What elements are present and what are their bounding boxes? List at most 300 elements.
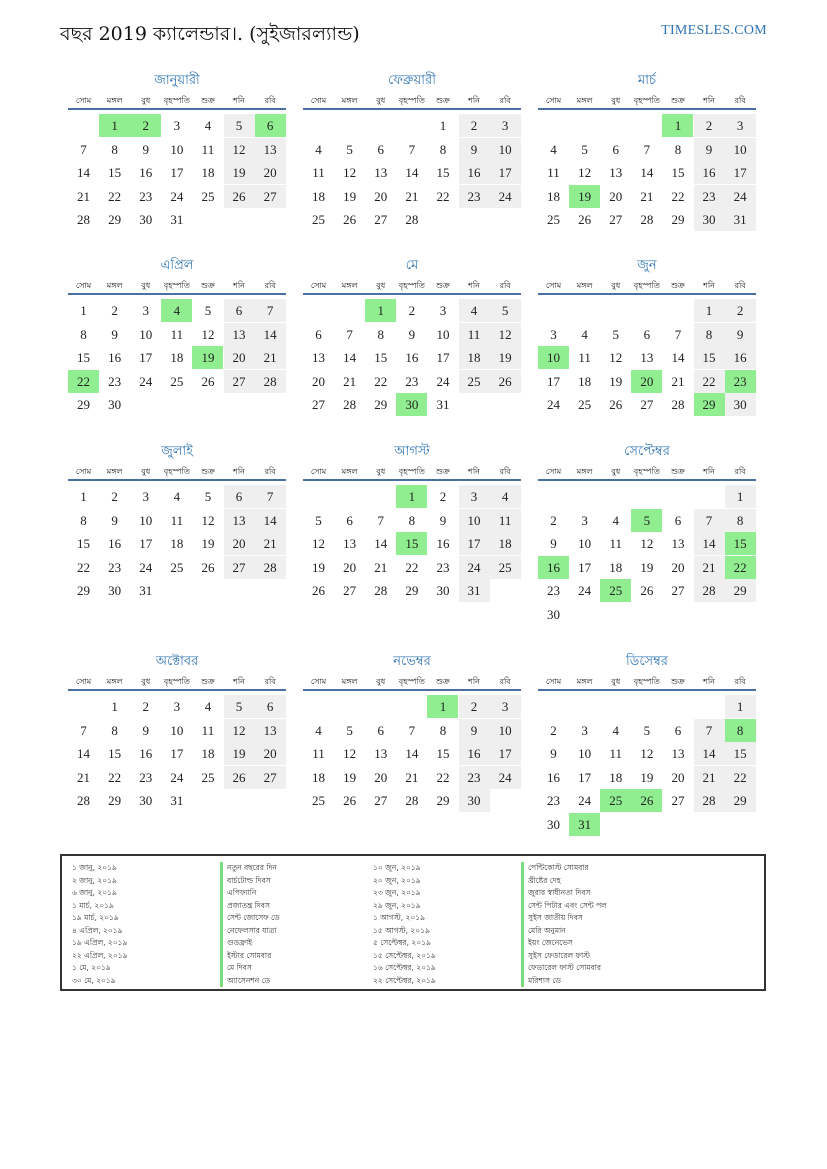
day-cell: 20 — [224, 346, 255, 369]
day-cell: 26 — [490, 370, 521, 393]
holiday-day-cell: 29 — [694, 393, 725, 416]
holiday-day-cell: 22 — [725, 556, 756, 579]
day-cell: 11 — [201, 722, 215, 738]
day-cell: 29 — [77, 583, 91, 598]
day-cell: 9 — [459, 719, 490, 742]
holiday-day-cell: 15 — [396, 532, 427, 555]
day-cell: 13 — [640, 350, 654, 365]
day-cell: 13 — [343, 536, 357, 551]
day-cell: 16 — [108, 350, 122, 365]
day-cell: 22 — [671, 188, 685, 204]
weekday-label: মঙ্গল — [576, 281, 593, 290]
day-cell: 12 — [201, 512, 215, 528]
weekday-label: রবি — [499, 281, 511, 290]
day-cell: 28 — [77, 793, 91, 808]
holiday-name: সেন্ট জোসেফ ডে — [220, 912, 280, 925]
day-cell: 23 — [436, 559, 450, 575]
day-cell: 10 — [170, 141, 184, 157]
holiday-day-cell: 10 — [538, 346, 569, 369]
day-cell: 29 — [108, 212, 122, 227]
day-cell: 9 — [694, 138, 725, 161]
day-cell: 24 — [547, 397, 561, 412]
weekday-label: শুক্র — [436, 677, 450, 686]
weekday-label: শনি — [233, 96, 245, 105]
weekday-label: শুক্র — [436, 281, 450, 290]
day-cell: 21 — [255, 346, 286, 369]
day-cell: 10 — [139, 512, 153, 528]
holiday-date: ৫ সেপ্টেম্বর, ২০১৯ — [373, 938, 431, 947]
weekday-label: শনি — [233, 281, 245, 290]
day-cell: 6 — [377, 722, 384, 738]
day-cell: 7 — [377, 512, 384, 528]
holiday-day-cell: 5 — [631, 509, 662, 532]
weekday-label: শনি — [703, 677, 715, 686]
day-cell: 15 — [671, 165, 685, 180]
day-cell: 1 — [80, 489, 87, 504]
holiday-day-cell: 31 — [569, 813, 600, 836]
day-cell: 3 — [550, 326, 557, 342]
day-cell: 19 — [224, 161, 255, 184]
day-cell: 19 — [312, 559, 326, 575]
weekday-label: বৃহস্পতি — [633, 467, 660, 476]
day-cell: 4 — [612, 722, 619, 738]
day-cell: 20 — [255, 742, 286, 765]
holiday-day-cell: 6 — [255, 114, 286, 137]
day-grid — [538, 691, 756, 831]
day-grid — [68, 295, 286, 435]
day-cell: 12 — [343, 746, 357, 761]
month-calendar — [68, 258, 286, 435]
month-name: জুন — [637, 258, 657, 273]
weekday-label: বুধ — [611, 677, 621, 686]
day-cell: 16 — [139, 746, 153, 761]
site-link[interactable]: TIMESLES.COM — [661, 23, 767, 38]
weekday-label: বৃহস্পতি — [633, 96, 660, 105]
day-cell: 13 — [374, 746, 388, 761]
day-cell: 5 — [490, 299, 521, 322]
weekday-label: মঙ্গল — [341, 677, 358, 686]
day-grid — [303, 691, 521, 831]
day-cell: 4 — [315, 141, 322, 157]
day-cell: 21 — [255, 532, 286, 555]
weekday-label: রবি — [734, 467, 746, 476]
day-cell: 20 — [671, 769, 685, 785]
weekday-label: বৃহস্পতি — [633, 677, 660, 686]
day-cell: 12 — [609, 350, 623, 365]
weekday-label: বুধ — [376, 96, 386, 105]
day-cell: 6 — [346, 512, 353, 528]
weekday-header — [68, 670, 286, 691]
day-cell: 12 — [201, 326, 215, 342]
weekday-label: মঙ্গল — [341, 96, 358, 105]
day-cell: 5 — [581, 141, 588, 157]
day-cell: 8 — [80, 512, 87, 528]
day-cell: 7 — [80, 141, 87, 157]
day-cell: 8 — [408, 512, 416, 528]
holiday-name: খ্রীষ্টের দেহ — [521, 875, 561, 888]
day-cell: 5 — [204, 489, 212, 504]
day-cell: 8 — [694, 323, 725, 346]
weekday-label: শুক্র — [201, 281, 215, 290]
day-cell: 30 — [108, 397, 122, 412]
day-cell: 21 — [671, 373, 685, 389]
holiday-date: ২৩ জুন, ২০১৯ — [373, 888, 421, 897]
day-cell: 8 — [439, 722, 447, 738]
holiday-day-cell: 20 — [631, 370, 662, 393]
weekday-header — [68, 274, 286, 295]
weekday-label: সোম — [310, 677, 327, 686]
month-name: অক্টোবর — [155, 654, 199, 669]
day-cell: 29 — [725, 579, 756, 602]
day-cell: 2 — [694, 114, 725, 137]
day-cell: 25 — [312, 212, 326, 227]
day-cell: 18 — [459, 346, 490, 369]
weekday-label: বৃহস্পতি — [398, 467, 425, 476]
day-cell: 11 — [547, 165, 560, 180]
day-cell: 27 — [255, 185, 286, 208]
day-cell: 18 — [312, 188, 326, 204]
day-cell: 3 — [173, 118, 181, 133]
day-cell: 14 — [255, 323, 286, 346]
day-cell: 13 — [224, 323, 255, 346]
holiday-name: নেফেলসার যাত্রা — [220, 925, 276, 938]
day-cell: 8 — [439, 141, 447, 157]
day-cell: 28 — [405, 212, 419, 227]
weekday-label: বুধ — [376, 281, 386, 290]
day-cell: 23 — [139, 188, 153, 204]
weekday-header — [303, 460, 521, 481]
day-cell: 2 — [459, 114, 490, 137]
holiday-date: ২৯ জুন, ২০১৯ — [373, 900, 421, 910]
day-cell: 15 — [374, 350, 388, 365]
day-cell: 24 — [490, 185, 521, 208]
day-cell: 27 — [343, 583, 357, 598]
weekday-label: সোম — [310, 467, 327, 476]
page-title: বছর 2019 ক্যালেন্ডার।. (সুইজারল্যান্ড) — [60, 23, 360, 45]
day-cell: 5 — [315, 512, 322, 528]
weekday-label: বুধ — [141, 96, 151, 105]
holiday-date: ১৬ সেপ্টেম্বর, ২০১৯ — [373, 963, 436, 972]
day-cell: 3 — [439, 303, 447, 318]
day-cell: 15 — [77, 350, 91, 365]
day-cell: 6 — [674, 722, 682, 738]
day-cell: 10 — [725, 138, 756, 161]
day-cell: 30 — [725, 393, 756, 416]
holiday-name: ইস্টার সোমবার — [220, 950, 271, 963]
day-cell: 24 — [578, 583, 592, 598]
day-cell: 8 — [80, 326, 87, 342]
day-cell: 7 — [255, 299, 286, 322]
weekday-label: রবি — [499, 467, 511, 476]
day-cell: 20 — [374, 188, 388, 204]
day-cell: 24 — [459, 556, 490, 579]
day-cell: 9 — [142, 722, 149, 738]
day-cell: 3 — [142, 489, 149, 504]
day-cell: 7 — [80, 722, 87, 738]
day-cell: 24 — [170, 769, 184, 785]
day-cell: 19 — [640, 769, 654, 785]
day-cell: 11 — [459, 323, 490, 346]
holiday-day-cell: 1 — [365, 299, 396, 322]
day-cell: 22 — [725, 766, 756, 789]
day-cell: 19 — [343, 188, 357, 204]
day-cell: 22 — [108, 769, 122, 785]
day-cell: 12 — [640, 536, 654, 551]
weekday-label: বুধ — [611, 467, 621, 476]
day-cell: 11 — [609, 746, 622, 761]
day-cell: 1 — [725, 695, 756, 718]
weekday-label: বুধ — [376, 467, 386, 476]
weekday-label: শুক্র — [436, 467, 450, 476]
weekday-label: শুক্র — [671, 467, 685, 476]
month-name: ফেব্রুয়ারী — [388, 73, 436, 88]
day-cell: 22 — [405, 559, 419, 575]
weekday-label: শনি — [468, 281, 480, 290]
day-cell: 12 — [224, 138, 255, 161]
day-cell: 9 — [439, 512, 447, 528]
day-cell: 5 — [224, 114, 255, 137]
month-name: এপ্রিল — [160, 258, 194, 273]
day-cell: 23 — [547, 793, 561, 808]
day-cell: 25 — [201, 188, 215, 204]
day-cell: 27 — [671, 583, 685, 598]
weekday-label: সোম — [545, 281, 562, 290]
weekday-label: সোম — [75, 281, 92, 290]
day-cell: 4 — [459, 299, 490, 322]
holiday-day-cell: 22 — [68, 370, 99, 393]
day-cell: 13 — [255, 719, 286, 742]
weekday-label: বুধ — [611, 96, 621, 105]
holiday-day-cell: 23 — [725, 370, 756, 393]
day-cell: 22 — [436, 188, 450, 204]
day-cell: 16 — [694, 161, 725, 184]
weekday-label: রবি — [264, 677, 276, 686]
day-cell: 23 — [547, 583, 561, 598]
weekday-label: বৃহস্পতি — [398, 677, 425, 686]
day-cell: 15 — [108, 165, 122, 180]
day-cell: 17 — [170, 746, 184, 761]
day-cell: 27 — [609, 212, 623, 227]
day-cell: 23 — [405, 373, 419, 389]
day-cell: 30 — [459, 789, 490, 812]
day-cell: 18 — [201, 746, 215, 761]
weekday-label: শনি — [703, 467, 715, 476]
day-cell: 24 — [725, 185, 756, 208]
weekday-label: সোম — [75, 467, 92, 476]
day-cell: 14 — [405, 165, 419, 180]
day-cell: 4 — [315, 722, 322, 738]
day-cell: 19 — [343, 769, 357, 785]
day-cell: 15 — [108, 746, 122, 761]
day-cell: 17 — [139, 350, 153, 365]
weekday-label: সোম — [545, 677, 562, 686]
day-cell: 2 — [111, 489, 118, 504]
day-cell: 21 — [405, 769, 419, 785]
day-cell: 17 — [490, 742, 521, 765]
day-cell: 25 — [547, 212, 561, 227]
day-grid — [303, 481, 521, 621]
day-cell: 2 — [725, 299, 756, 322]
day-cell: 3 — [173, 699, 181, 714]
day-cell: 26 — [343, 212, 357, 227]
day-cell: 28 — [694, 579, 725, 602]
weekday-label: মঙ্গল — [106, 677, 123, 686]
weekday-label: শনি — [468, 96, 480, 105]
day-cell: 25 — [170, 559, 184, 575]
day-cell: 18 — [312, 769, 326, 785]
day-cell: 6 — [612, 141, 619, 157]
day-cell: 18 — [201, 165, 215, 180]
day-cell: 16 — [459, 161, 490, 184]
holiday-date: ৬ জানু, ২০১৯ — [72, 888, 117, 897]
month-calendar — [303, 258, 521, 435]
holiday-date: ১৯ মার্চ, ২০১৯ — [72, 913, 119, 922]
month-calendar — [68, 444, 286, 621]
day-cell: 16 — [725, 346, 756, 369]
holiday-name: সুইস ফেডারেল ফাস্ট — [521, 950, 590, 963]
holiday-name: ইয়ং জেনেভেস — [521, 937, 573, 950]
holiday-day-cell: 25 — [600, 789, 631, 812]
month-name: মে — [405, 258, 419, 273]
day-cell: 2 — [111, 303, 118, 318]
day-cell: 24 — [490, 766, 521, 789]
day-cell: 30 — [139, 212, 153, 227]
day-cell: 5 — [204, 303, 212, 318]
weekday-label: শনি — [468, 467, 480, 476]
day-cell: 26 — [201, 559, 215, 575]
holiday-name: মরিশাস ডে — [521, 975, 561, 988]
weekday-label: বৃহস্পতি — [163, 677, 190, 686]
holiday-date: ১ মে, ২০১৯ — [72, 963, 111, 972]
day-cell: 8 — [111, 141, 118, 157]
day-cell: 14 — [343, 350, 357, 365]
day-cell: 15 — [694, 346, 725, 369]
weekday-label: বুধ — [141, 467, 151, 476]
day-cell: 24 — [170, 188, 184, 204]
day-cell: 15 — [436, 746, 450, 761]
day-cell: 23 — [459, 766, 490, 789]
day-cell: 9 — [111, 512, 118, 528]
day-cell: 22 — [374, 373, 388, 389]
weekday-label: বৃহস্পতি — [163, 96, 190, 105]
day-cell: 1 — [80, 303, 87, 318]
day-cell: 20 — [374, 769, 388, 785]
day-cell: 11 — [201, 141, 215, 157]
day-cell: 30 — [547, 606, 561, 622]
day-cell: 7 — [408, 722, 416, 738]
weekday-label: রবি — [264, 96, 276, 105]
day-cell: 30 — [694, 208, 725, 231]
day-cell: 23 — [108, 559, 122, 575]
day-cell: 9 — [725, 323, 756, 346]
day-cell: 4 — [581, 326, 588, 342]
month-calendar — [68, 654, 286, 831]
holiday-name: প্রজাতন্ত্র দিবস — [220, 900, 270, 913]
day-cell: 5 — [643, 722, 651, 738]
day-cell: 3 — [459, 485, 490, 508]
month-name: জানুয়ারী — [154, 73, 200, 88]
day-cell: 18 — [578, 373, 592, 389]
weekday-header — [538, 274, 756, 295]
weekday-label: সোম — [545, 96, 562, 105]
day-grid — [68, 481, 286, 621]
day-cell: 19 — [640, 559, 654, 575]
weekday-label: বৃহস্পতি — [398, 281, 425, 290]
day-cell: 21 — [374, 559, 388, 575]
day-cell: 9 — [459, 138, 490, 161]
day-cell: 17 — [725, 161, 756, 184]
day-cell: 26 — [640, 583, 654, 598]
day-cell: 17 — [436, 350, 450, 365]
day-grid — [68, 110, 286, 250]
day-cell: 30 — [139, 793, 153, 808]
weekday-label: মঙ্গল — [106, 96, 123, 105]
day-cell: 9 — [408, 326, 416, 342]
holiday-day-cell: 26 — [631, 789, 662, 812]
holiday-day-cell: 16 — [538, 556, 569, 579]
day-cell: 27 — [374, 793, 388, 808]
day-cell: 14 — [255, 509, 286, 532]
month-calendar — [303, 73, 521, 250]
day-cell: 18 — [170, 350, 184, 365]
holiday-day-cell: 1 — [99, 114, 130, 137]
day-cell: 13 — [224, 509, 255, 532]
weekday-header — [303, 670, 521, 691]
day-cell: 20 — [343, 559, 357, 575]
holiday-name: বার্চটোল্ড দিবস — [220, 875, 271, 888]
day-cell: 27 — [224, 370, 255, 393]
holiday-name: অ্যাসেনশন ডে — [220, 975, 270, 988]
day-cell: 17 — [578, 769, 592, 785]
day-cell: 10 — [459, 509, 490, 532]
day-cell: 8 — [674, 141, 682, 157]
month-name: ডিসেম্বর — [626, 654, 668, 669]
weekday-label: বুধ — [376, 677, 386, 686]
day-cell: 9 — [111, 326, 118, 342]
day-cell: 13 — [609, 165, 623, 180]
holiday-date: ২ জানু, ২০১৯ — [72, 875, 117, 885]
weekday-label: বৃহস্পতি — [163, 467, 190, 476]
day-cell: 30 — [436, 583, 450, 598]
day-cell: 25 — [201, 769, 215, 785]
day-cell: 12 — [312, 536, 326, 551]
day-cell: 3 — [490, 114, 521, 137]
day-cell: 10 — [578, 536, 592, 551]
holiday-name: নতুন বছরের দিন — [220, 862, 277, 875]
weekday-label: শনি — [468, 677, 480, 686]
day-cell: 20 — [312, 373, 326, 389]
weekday-header — [68, 89, 286, 110]
day-cell: 6 — [315, 326, 322, 342]
weekday-header — [538, 460, 756, 481]
holiday-day-cell: 30 — [396, 393, 427, 416]
weekday-label: বুধ — [141, 677, 151, 686]
day-cell: 10 — [490, 719, 521, 742]
weekday-label: শুক্র — [201, 677, 215, 686]
day-cell: 25 — [459, 370, 490, 393]
weekday-label: মঙ্গল — [576, 677, 593, 686]
day-cell: 11 — [170, 326, 184, 342]
day-cell: 14 — [640, 165, 654, 180]
weekday-label: রবি — [499, 677, 511, 686]
day-cell: 26 — [201, 373, 215, 389]
holiday-name: সুইস জাতীয় দিবস — [521, 912, 583, 925]
day-cell: 18 — [490, 532, 521, 555]
day-cell: 4 — [204, 118, 212, 133]
day-cell: 21 — [405, 188, 419, 204]
day-cell: 3 — [581, 722, 588, 738]
weekday-header — [303, 274, 521, 295]
